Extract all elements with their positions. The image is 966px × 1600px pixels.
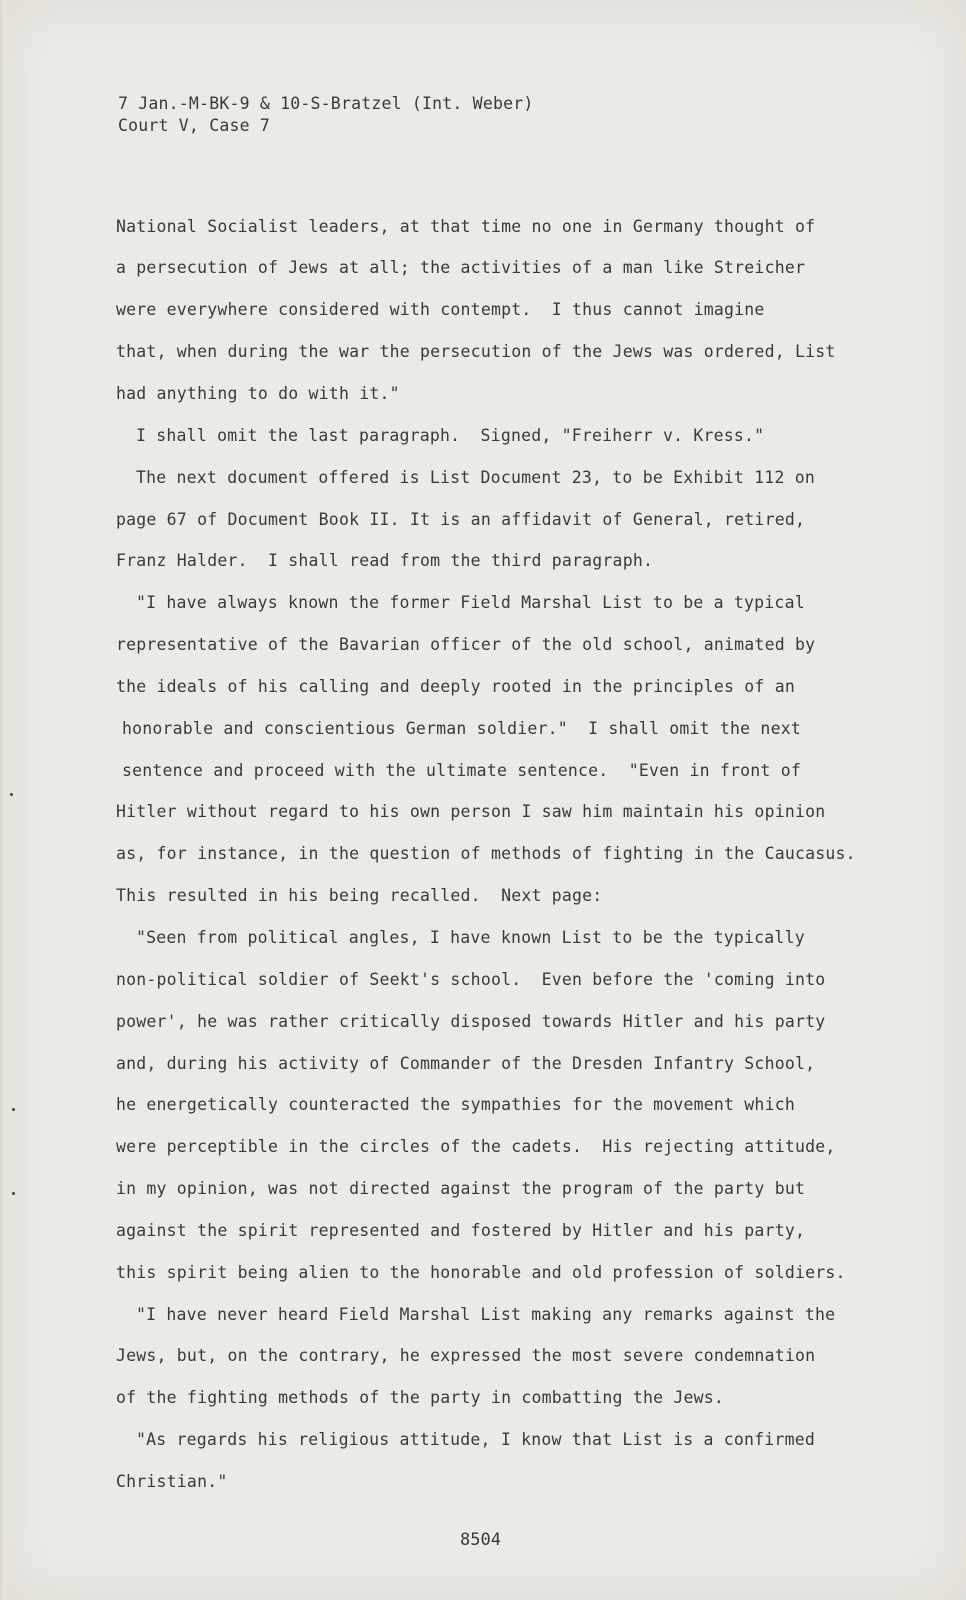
body-line: I shall omit the last paragraph. Signed, "Freiherr v. Kress." [136, 426, 765, 445]
body-line: in my opinion, was not directed against the program of the party but [116, 1179, 806, 1198]
body-line: page 67 of Document Book II. It is an affidavit of General, retired, [116, 510, 806, 529]
header-line-2: Court V, Case 7 [118, 116, 271, 135]
body-line: were perceptible in the circles of the cadets. His rejecting attitude, [116, 1137, 836, 1156]
margin-mark [10, 793, 13, 796]
body-line: Hitler without regard to his own person I saw him maintain his opinion [116, 802, 826, 821]
body-line: and, during his activity of Commander of the Dresden Infantry School, [116, 1054, 816, 1073]
page-edge [0, 0, 6, 1600]
body-line: Christian." [116, 1472, 228, 1491]
body-line: National Socialist leaders, at that time no one in Germany thought of [116, 217, 816, 236]
margin-mark [12, 1108, 15, 1111]
body-line: the ideals of his calling and deeply rooted in the principles of an [116, 677, 795, 696]
body-line: representative of the Bavarian officer of the old school, animated by [116, 635, 816, 654]
body-line: as, for instance, in the question of methods of fighting in the Caucasus. [116, 844, 856, 863]
margin-mark [12, 1192, 15, 1195]
page-number: 8504 [460, 1530, 501, 1550]
body-line: non-political soldier of Seekt's school. Even before the 'coming into [116, 970, 826, 989]
body-line: sentence and proceed with the ultimate sentence. "Even in front of [122, 761, 801, 780]
body-line: this spirit being alien to the honorable and old profession of soldiers. [116, 1263, 846, 1282]
body-line: "Seen from political angles, I have known List to be the typically [136, 928, 805, 947]
body-line: against the spirit represented and fostered by Hitler and his party, [116, 1221, 806, 1240]
body-line: The next document offered is List Document 23, to be Exhibit 112 on [136, 468, 815, 487]
body-line: "As regards his religious attitude, I know that List is a confirmed [136, 1430, 815, 1449]
body-line: This resulted in his being recalled. Next page: [116, 886, 603, 905]
body-line: "I have never heard Field Marshal List making any remarks against the [136, 1305, 836, 1324]
header-line-1: 7 Jan.-M-BK-9 & 10-S-Bratzel (Int. Weber) [118, 94, 534, 113]
body-line: Franz Halder. I shall read from the third paragraph. [116, 551, 654, 570]
body-line: that, when during the war the persecution of the Jews was ordered, List [116, 342, 836, 361]
body-line: power', he was rather critically disposed towards Hitler and his party [116, 1012, 826, 1031]
body-line: were everywhere considered with contempt. I thus cannot imagine [116, 300, 765, 319]
body-line: had anything to do with it." [116, 384, 400, 403]
body-line: he energetically counteracted the sympathies for the movement which [116, 1095, 795, 1114]
body-line: "I have always known the former Field Marshal List to be a typical [136, 593, 805, 612]
body-line: honorable and conscientious German soldier." I shall omit the next [122, 719, 801, 738]
body-line: of the fighting methods of the party in combatting the Jews. [116, 1388, 725, 1407]
body-line: Jews, but, on the contrary, he expressed the most severe condemnation [116, 1346, 816, 1365]
body-line: a persecution of Jews at all; the activities of a man like Streicher [116, 258, 806, 277]
